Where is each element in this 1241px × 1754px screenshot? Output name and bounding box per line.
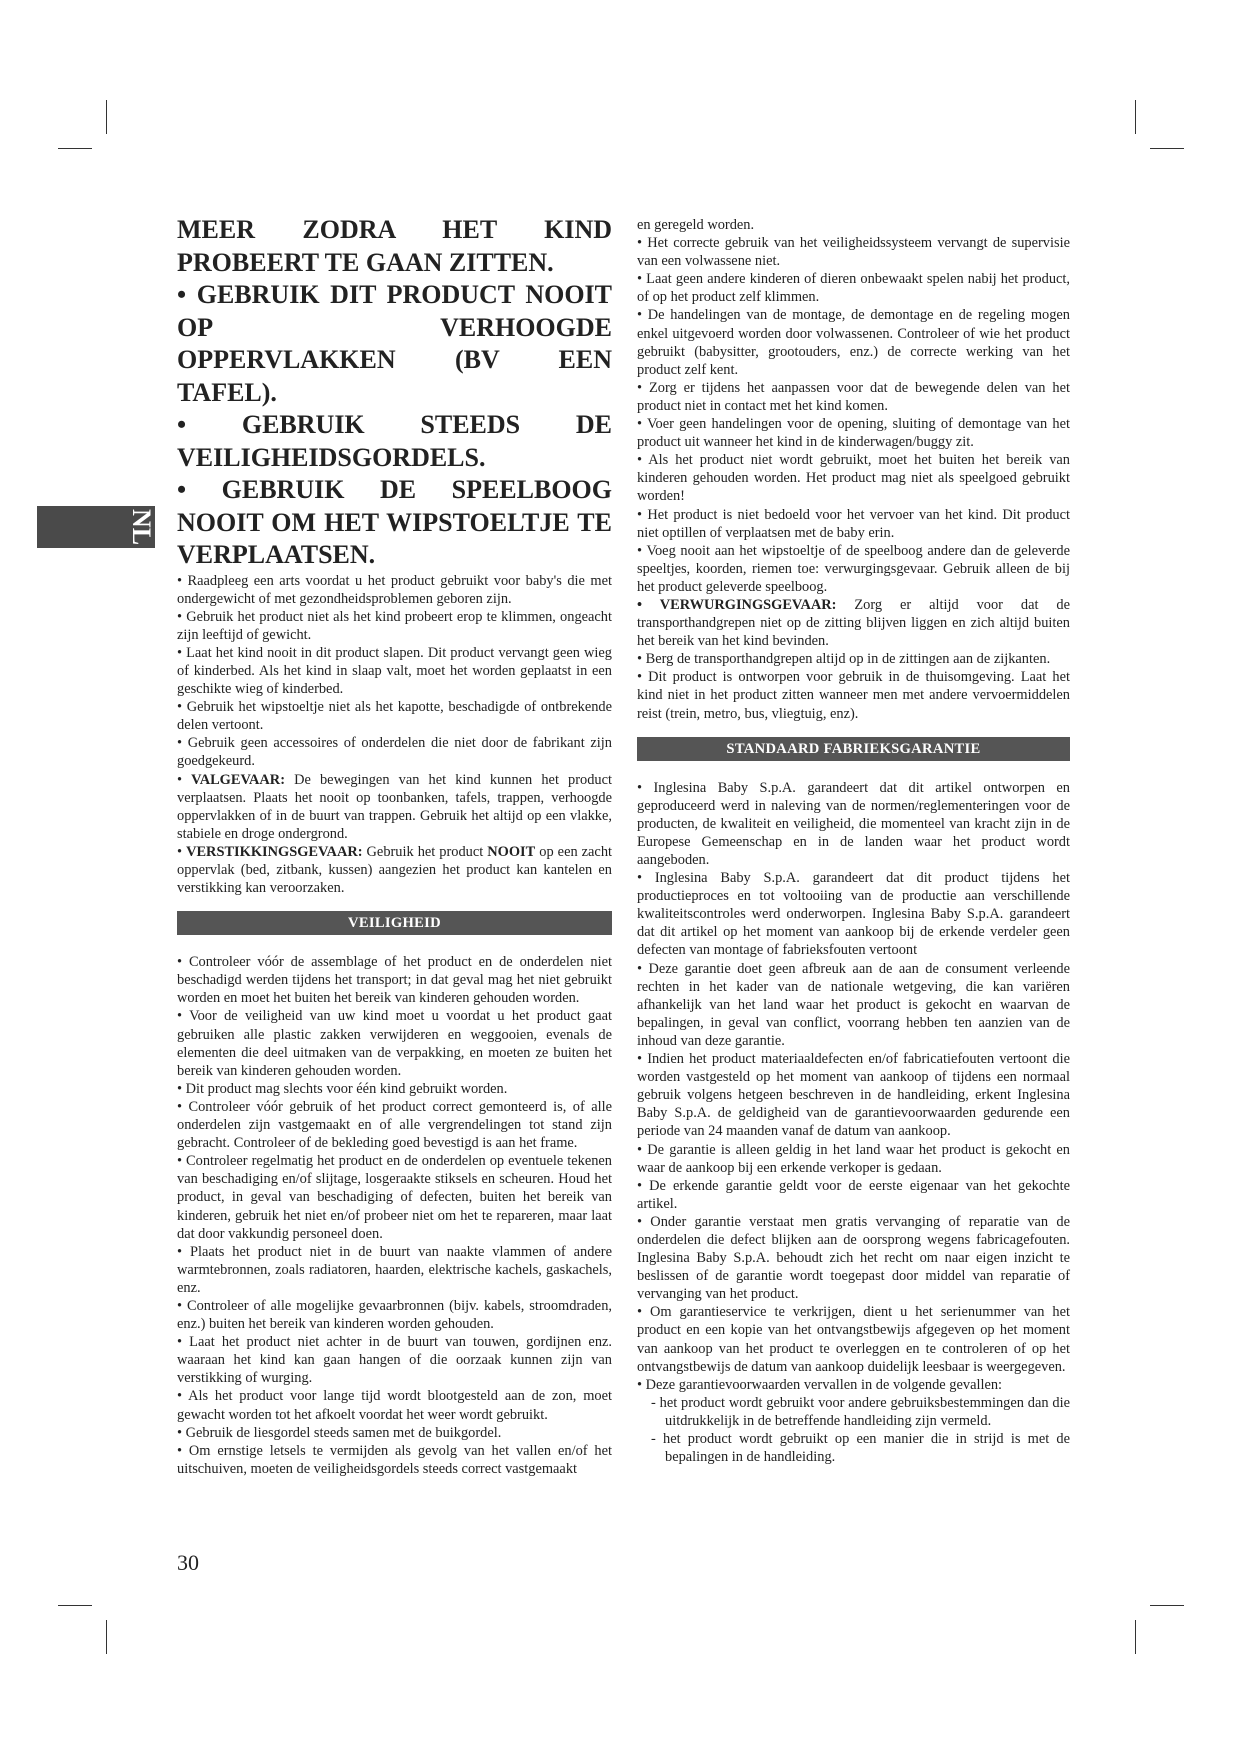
list-item: • Om garantieservice te verkrijgen, dient u het serienummer van het product en een kopie van het ontvangstbewijs afgegeven op het moment van aankoop van het product te overleggen en te controleren of op het ontvangstbewijs de datum van aankoop duidelijk leesbaar is weergegeven. bbox=[637, 1304, 1070, 1375]
heading-line: • GEBRUIK STEEDS DE VEILIGHEIDSGORDELS. bbox=[177, 410, 612, 472]
list-item: • Dit product mag slechts voor één kind gebruikt worden. bbox=[177, 1080, 508, 1097]
left-column bbox=[177, 214, 612, 1478]
heading-line: • GEBRUIK DE SPEELBOOG NOOIT OM HET WIPSTOELTJE TE VERPLAATSEN. bbox=[177, 475, 612, 569]
warning-text: De bewegingen van het kind kunnen het product verplaatsen. Plaats het nooit op toonbanken, tafels, trappen, verhoogde oppervlakken of in de buurt van trappen. Gebruik het altijd op een vlakke, stabiele en droge ondergrond. bbox=[177, 771, 613, 842]
page-number: 30 bbox=[177, 1550, 199, 1575]
dash-item: - het product wordt gebruikt op een manier die in strijd is met de bepalingen in de handleiding. bbox=[651, 1431, 1070, 1466]
list-item: • Controleer vóór gebruik of het product correct gemonteerd is, of alle onderdelen zijn vastgemaakt en of alle vergrendelingen tot stand zijn gebracht. Controleer of de bekleding goed bevestigd is aan het frame. bbox=[177, 1098, 612, 1152]
list-item: • Deze garantie doet geen afbreuk aan de aan de consument verleende rechten in het kader van de nationale wetgeving, die kan variëren afhankelijk van het land waar het product is gekocht en waarvan de bepalingen, in geval van conflict, voorrang hebben ten aanzien van de inhoud van deze garantie. bbox=[637, 960, 1070, 1049]
list-item: • Dit product is ontworpen voor gebruik in de thuisomgeving. Laat het kind niet in het product zitten wanneer men met andere vervoermiddelen reist (trein, metro, bus, vliegtuig, enz). bbox=[637, 669, 1070, 722]
list-item: • Raadpleeg een arts voordat u het product gebruikt voor baby's die met ondergewicht of met gezondheidsproblemen geboren zijn. bbox=[177, 572, 612, 607]
list-item: • Het product is niet bedoeld voor het vervoer van het kind. Dit product niet optillen of verplaatsen met de baby erin. bbox=[637, 506, 1070, 541]
list-item: • Deze garantievoorwaarden vervallen in de volgende gevallen: bbox=[637, 1376, 1003, 1393]
section-title-garantie: STANDAARD FABRIEKSGARANTIE bbox=[637, 737, 1070, 761]
section-title-veiligheid: VEILIGHEID bbox=[177, 911, 612, 935]
list-item bbox=[637, 596, 1070, 650]
list-item: • Voeg nooit aan het wipstoeltje of de speelboog andere dan de geleverde speeltjes, koorden, riemen toe: verwurgingsgevaar. Gebruik alleen de bij het product geleverde speelboog. bbox=[637, 542, 1070, 595]
warning-text: Zorg er altijd voor dat de transporthandgrepen niet op de zitting blijven liggen en zich altijd buiten het bereik van het kind bevinden. bbox=[637, 596, 1070, 650]
list-item: • De erkende garantie geldt voor de eerste eigenaar van het gekochte artikel. bbox=[637, 1177, 1070, 1212]
list-item: • De handelingen van de montage, de demontage en de regeling mogen enkel uitgevoerd worden door volwassenen. Controleer of wie het product gebruikt (babysitter, grootouders, enz.) de correcte werking van het product zelf kent. bbox=[637, 307, 1070, 378]
list-item: • Het correcte gebruik van het veiligheidssysteem vervangt de supervisie van een volwassene niet. bbox=[637, 235, 1070, 270]
list-item: • Controleer of alle mogelijke gevaarbronnen (bijv. kabels, stroomdraden, enz.) buiten het bereik van kinderen worden gehouden. bbox=[177, 1297, 612, 1333]
warning-text: op een zacht oppervlak (bed, zitbank, kussen) aangezien het product kan kantelen en verstikking kan veroorzaken. bbox=[177, 843, 613, 897]
list-item: • Laat het product niet achter in de buurt van touwen, gordijnen enz. waaraan het kind kan gaan hangen of die oorzaak kunnen zijn van verstikking of wurging. bbox=[177, 1334, 612, 1387]
list-item: • Onder garantie verstaat men gratis vervanging of reparatie van de onderdelen die defect blijken aan de oorsprong wegens fabricagefouten. Inglesina Baby S.p.A. behoudt zich het recht om naar eigen inzicht te beslissen of de garantie wordt toegepast door middel van reparatie of vervanging van het product. bbox=[637, 1213, 1070, 1303]
emphasis: NOOIT bbox=[487, 843, 536, 860]
warning-label: VALGEVAAR: bbox=[191, 771, 285, 788]
list-item: • VALGEVAAR: De bewegingen van het kind kunnen het product verplaatsen. Plaats het nooit op toonbanken, tafels, trappen, verhoogde oppervlakken of in de buurt van trappen. Gebruik het altijd op een vlakke, stabiele en droge ondergrond. bbox=[177, 771, 613, 842]
crop-mark bbox=[106, 1620, 107, 1654]
crop-mark bbox=[1135, 100, 1136, 134]
list-item: • Indien het product materiaaldefecten en/of fabricatiefouten vertoont die worden vastgesteld op het moment van aankoop of tijdens een normaal gebruik volgens hetgeen beschreven in de handleiding, erkent Inglesina Baby S.p.A. de geldigheid van de garantievoorwaarden gedurende een periode van 24 maanden vanaf de datum van aankoop. bbox=[637, 1051, 1070, 1140]
list-item: • Voer geen handelingen voor de opening, sluiting of demontage van het product uit wanneer het kind in de kinderwagen/buggy zit. bbox=[637, 416, 1070, 451]
list-item: • Gebruik het product niet als het kind probeert erop te klimmen, ongeacht zijn leeftijd of gewicht. bbox=[177, 608, 612, 643]
list-item: • Gebruik de liesgordel steeds samen met de buikgordel. bbox=[177, 1424, 502, 1441]
list-item: • Om ernstige letsels te vermijden als gevolg van het vallen en/of het uitschuiven, moeten de veiligheidsgordels steeds correct vastgemaakt bbox=[177, 1442, 612, 1477]
list-item: • Laat geen andere kinderen of dieren onbewaakt spelen nabij het product, of op het product zelf klimmen. bbox=[637, 271, 1070, 306]
dash-item: - het product wordt gebruikt voor andere gebruiksbestemmingen dan die uitdrukkelijk in de betreffende handleiding zijn vermeld. bbox=[651, 1394, 1070, 1429]
list-item: • De garantie is alleen geldig in het land waar het product is gekocht en waar de aankoop bij een erkende verkoper is gedaan. bbox=[637, 1141, 1070, 1176]
language-tab-label: NL bbox=[127, 508, 156, 546]
crop-mark bbox=[1150, 148, 1184, 149]
crop-mark bbox=[58, 1605, 92, 1606]
list-item: • Als het product voor lange tijd wordt blootgesteld aan de zon, moet gewacht worden tot het afkoelt voordat het weer wordt gebruikt. bbox=[177, 1388, 612, 1423]
list-item: • Laat het kind nooit in dit product slapen. Dit product vervangt geen wieg of kinderbed. Als het kind in slaap valt, moet het worden geplaatst in een geschikte wieg of kinderbed. bbox=[177, 644, 612, 698]
list-item: • Controleer vóór de assemblage of het product en de onderdelen niet beschadigd werden tijdens het transport; in dat geval mag het niet gebruikt worden en moet het buiten het bereik van kinderen gehouden worden. bbox=[177, 954, 612, 1007]
crop-mark bbox=[1150, 1605, 1184, 1606]
list-item: • Berg de transporthandgrepen altijd op in de zittingen aan de zijkanten. bbox=[637, 651, 1051, 668]
list-item: • Gebruik het wipstoeltje niet als het kapotte, beschadigde of ontbrekende delen vertoont. bbox=[177, 699, 612, 734]
list-item: • Inglesina Baby S.p.A. garandeert dat dit artikel ontworpen en geproduceerd werd in naleving van de normen/reglementeringen voor de producten, de kwaliteit en veiligheid, die momenteel van kracht zijn in de Europese Gemeenschap en in de landen waar het product wordt aangeboden. bbox=[637, 779, 1070, 868]
heading-line: • GEBRUIK DIT PRODUCT NOOIT OP VERHOOGDE OPPERVLAKKEN (BV EEN TAFEL). bbox=[177, 280, 612, 407]
list-item: • Gebruik geen accessoires of onderdelen die niet door de fabrikant zijn goedgekeurd. bbox=[177, 735, 612, 770]
warning-text: Gebruik het product bbox=[362, 843, 488, 860]
list-item: • Als het product niet wordt gebruikt, moet het buiten het bereik van kinderen gehouden worden. Het product mag niet als speelgoed gebruikt worden! bbox=[637, 452, 1070, 505]
list-item: en geregeld worden. bbox=[637, 217, 755, 233]
language-tab bbox=[37, 506, 155, 548]
list-item: • Plaats het product niet in de buurt van naakte vlammen of andere warmtebronnen, zoals radiatoren, haarden, elektrische kachels, gaskachels, enz. bbox=[177, 1243, 612, 1296]
warning-label: • VERWURGINGSGEVAAR: bbox=[637, 596, 837, 613]
list-item: • Voor de veiligheid van uw kind moet u voordat u het product gaat gebruiken alle plastic zakken verwijderen en weggooien, evenals de elementen die deel uitmaken van de verpakking, en moeten ze buiten het bereik van kinderen gehouden worden. bbox=[177, 1008, 612, 1079]
crop-mark bbox=[58, 148, 92, 149]
list-item: • Zorg er tijdens het aanpassen voor dat de bewegende delen van het product niet in contact met het kind komen. bbox=[637, 379, 1070, 414]
crop-mark bbox=[106, 100, 107, 134]
crop-mark bbox=[1135, 1620, 1136, 1654]
warning-label: VERSTIKKINGSGEVAAR: bbox=[186, 843, 363, 860]
right-column bbox=[637, 216, 1070, 1466]
heading-line: MEER ZODRA HET KIND PROBEERT TE GAAN ZITTEN. bbox=[177, 215, 612, 277]
list-item: • VERSTIKKINGSGEVAAR: Gebruik het product NOOIT op een zacht oppervlak (bed, zitbank, kussen) aangezien het product kan kantelen en verstikking kan veroorzaken. bbox=[177, 843, 613, 897]
list-item: • Inglesina Baby S.p.A. garandeert dat dit product tijdens het productieproces en tot voltooiing van de productie aan verschillende kwaliteitscontroles werd onderworpen. Inglesina Baby S.p.A. garandeert dat dit artikel op het moment van aankoop bij de erkende verdeler geen defecten van montage of fabrieksfouten vertoont bbox=[637, 870, 1070, 959]
list-item: • Controleer regelmatig het product en de onderdelen op eventuele tekenen van beschadiging en/of slijtage, losgeraakte stiksels en scheuren. Houd het product, in geval van beschadiging of defecten, buiten het bereik van kinderen, gebruik het niet en/of probeer niet om het te repareren, maar laat dat door vakkundig personeel doen. bbox=[177, 1153, 612, 1242]
warning-heading bbox=[177, 214, 612, 572]
